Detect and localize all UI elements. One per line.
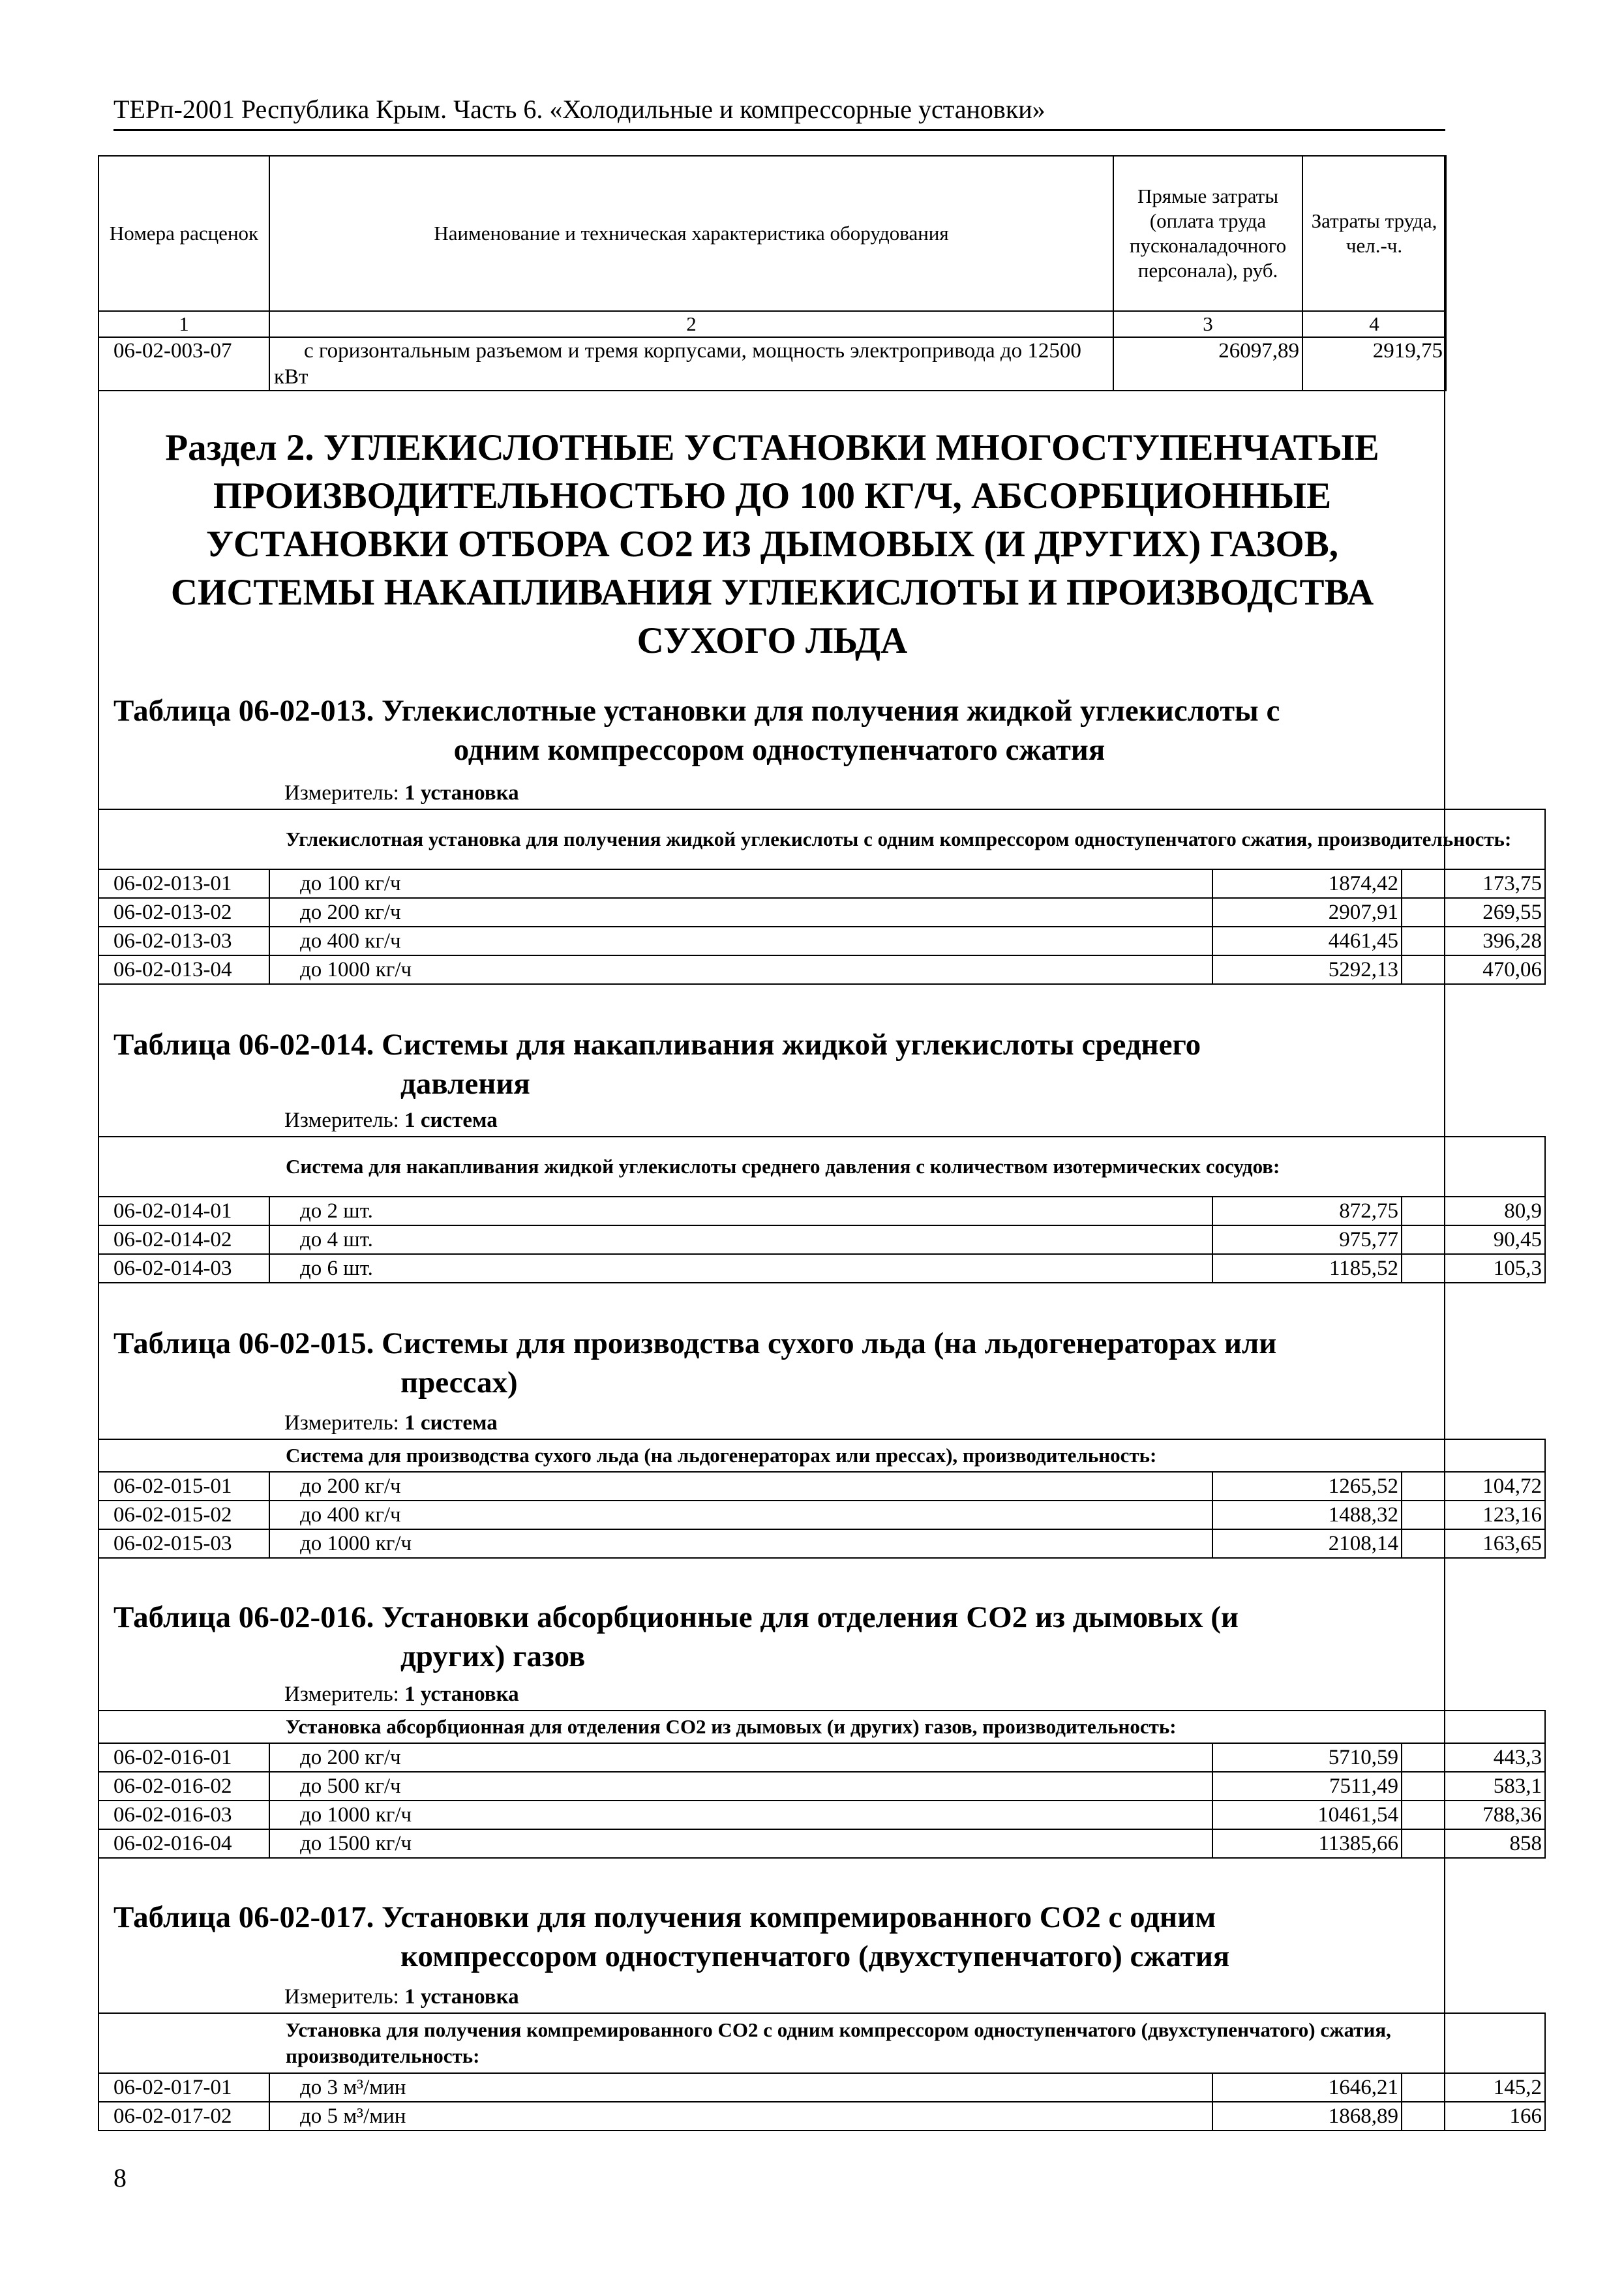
table-caption-row bbox=[98, 1137, 1545, 1197]
table-title-line2: других) газов bbox=[400, 1639, 586, 1673]
rate-labor: 104,72 bbox=[1402, 1472, 1545, 1501]
rate-labor: 470,06 bbox=[1402, 955, 1545, 984]
table-row bbox=[98, 1743, 1545, 1772]
measure-value: 1 установка bbox=[404, 781, 519, 805]
table-title-line2: прессах) bbox=[400, 1366, 518, 1399]
column-headings-row bbox=[98, 156, 1446, 311]
rate-code: 06-02-016-01 bbox=[98, 1743, 269, 1772]
table-row bbox=[98, 1772, 1545, 1801]
rate-code: 06-02-013-01 bbox=[98, 869, 269, 898]
rate-name: до 1000 кг/ч bbox=[300, 958, 412, 981]
rate-code: 06-02-014-03 bbox=[98, 1254, 269, 1283]
rates-table-017 bbox=[98, 2012, 1546, 2131]
rate-name: до 400 кг/ч bbox=[300, 1503, 401, 1527]
rate-cost: 1646,21 bbox=[1212, 2073, 1402, 2102]
measure-label: Измеритель: bbox=[284, 1985, 399, 2009]
rate-labor: 858 bbox=[1402, 1829, 1545, 1858]
table-title-line1: Таблица 06-02-014. Системы для накапливания жидкой углекислоты среднего bbox=[113, 1028, 1201, 1062]
table-row bbox=[98, 1829, 1545, 1858]
rate-code: 06-02-015-03 bbox=[98, 1529, 269, 1558]
rate-code: 06-02-016-04 bbox=[98, 1829, 269, 1858]
table-caption: Система для накапливания жидкой углекислоты среднего давления с количеством изотермических сосудов: bbox=[98, 1137, 1545, 1197]
column-heading-direct-costs: Прямые затраты (оплата труда пусконаладочного персонала), руб. bbox=[1113, 156, 1302, 311]
measure-unit bbox=[284, 1680, 519, 1709]
rates-table-014 bbox=[98, 1136, 1546, 1283]
table-row bbox=[98, 1529, 1545, 1558]
table-title bbox=[113, 691, 1445, 770]
rate-labor: 443,3 bbox=[1402, 1743, 1545, 1772]
rate-code: 06-02-014-01 bbox=[98, 1197, 269, 1225]
rate-labor: 145,2 bbox=[1402, 2073, 1545, 2102]
table-row bbox=[98, 337, 1446, 391]
column-numbers-row bbox=[98, 311, 1446, 337]
table-row bbox=[98, 898, 1545, 927]
rate-cost: 10461,54 bbox=[1212, 1801, 1402, 1829]
table-title bbox=[113, 1898, 1445, 1976]
rate-name-text: с горизонтальным разъемом и тремя корпусами, мощность электропривода до 12500 кВт bbox=[274, 339, 1081, 389]
rate-name: до 200 кг/ч bbox=[300, 1474, 401, 1498]
rate-code: 06-02-016-03 bbox=[98, 1801, 269, 1829]
table-row bbox=[98, 2102, 1545, 2131]
column-number: 3 bbox=[1113, 311, 1302, 337]
rate-labor: 166 bbox=[1402, 2102, 1545, 2131]
rate-labor: 105,3 bbox=[1402, 1254, 1545, 1283]
rates-table-016 bbox=[98, 1710, 1546, 1859]
rate-cost: 1185,52 bbox=[1212, 1254, 1402, 1283]
rate-code: 06-02-015-01 bbox=[98, 1472, 269, 1501]
column-heading-labor: Затраты труда, чел.-ч. bbox=[1302, 156, 1446, 311]
table-title bbox=[113, 1025, 1445, 1103]
rates-table-015 bbox=[98, 1439, 1546, 1559]
column-number: 1 bbox=[98, 311, 269, 337]
table-title bbox=[113, 1324, 1445, 1402]
rate-labor: 788,36 bbox=[1402, 1801, 1545, 1829]
rate-name: до 500 кг/ч bbox=[300, 1774, 401, 1798]
table-row bbox=[98, 1197, 1545, 1225]
rate-name: до 1500 кг/ч bbox=[300, 1832, 412, 1855]
rate-labor: 2919,75 bbox=[1302, 337, 1446, 391]
table-title-line2: компрессором одноступенчатого (двухступенчатого) сжатия bbox=[400, 1939, 1230, 1973]
rate-labor: 90,45 bbox=[1402, 1225, 1545, 1254]
rate-cost: 872,75 bbox=[1212, 1197, 1402, 1225]
table-row bbox=[98, 869, 1545, 898]
rate-labor: 396,28 bbox=[1402, 927, 1545, 955]
measure-value: 1 установка bbox=[404, 1985, 519, 2009]
rate-name: до 400 кг/ч bbox=[300, 929, 401, 953]
measure-label: Измеритель: bbox=[284, 1683, 399, 1706]
rate-labor: 173,75 bbox=[1402, 869, 1545, 898]
rate-name: до 2 шт. bbox=[300, 1199, 373, 1223]
rate-name: до 1000 кг/ч bbox=[300, 1532, 412, 1555]
measure-value: 1 система bbox=[404, 1411, 498, 1435]
rate-code: 06-02-015-02 bbox=[98, 1501, 269, 1529]
measure-label: Измеритель: bbox=[284, 1109, 399, 1132]
rate-labor: 123,16 bbox=[1402, 1501, 1545, 1529]
measure-unit bbox=[284, 1982, 519, 2011]
table-row bbox=[98, 1254, 1545, 1283]
column-number: 2 bbox=[269, 311, 1113, 337]
rate-name: до 5 м³/мин bbox=[300, 2104, 406, 2128]
table-caption-row bbox=[98, 2013, 1545, 2073]
table-caption: Углекислотная установка для получения жидкой углекислоты с одним компрессором одноступенчатого сжатия, производительность: bbox=[98, 809, 1545, 869]
measure-label: Измеритель: bbox=[284, 781, 399, 805]
measure-value: 1 система bbox=[404, 1109, 498, 1132]
rate-labor: 269,55 bbox=[1402, 898, 1545, 927]
table-title bbox=[113, 1598, 1445, 1676]
measure-value: 1 установка bbox=[404, 1683, 519, 1706]
rate-cost: 5710,59 bbox=[1212, 1743, 1402, 1772]
rate-name: до 4 шт. bbox=[300, 1228, 373, 1251]
table-title-line2: давления bbox=[400, 1067, 530, 1101]
rate-name: до 6 шт. bbox=[300, 1257, 373, 1280]
rate-cost: 4461,45 bbox=[1212, 927, 1402, 955]
rate-cost: 1874,42 bbox=[1212, 869, 1402, 898]
table-title-line1: Таблица 06-02-013. Углекислотные установки для получения жидкой углекислоты с bbox=[113, 694, 1280, 728]
table-row bbox=[98, 2073, 1545, 2102]
column-heading-name: Наименование и техническая характеристика оборудования bbox=[269, 156, 1113, 311]
rate-name: до 200 кг/ч bbox=[300, 901, 401, 924]
rate-code: 06-02-013-03 bbox=[98, 927, 269, 955]
table-row bbox=[98, 1472, 1545, 1501]
page-number: 8 bbox=[113, 2163, 127, 2192]
table-title-line1: Таблица 06-02-015. Системы для производства сухого льда (на льдогенераторах или bbox=[113, 1326, 1277, 1360]
measure-unit bbox=[284, 779, 519, 807]
rate-name bbox=[269, 337, 1113, 391]
rate-code: 06-02-016-02 bbox=[98, 1772, 269, 1801]
rate-code: 06-02-013-04 bbox=[98, 955, 269, 984]
rate-cost: 1488,32 bbox=[1212, 1501, 1402, 1529]
rate-cost: 975,77 bbox=[1212, 1225, 1402, 1254]
rate-labor: 583,1 bbox=[1402, 1772, 1545, 1801]
rate-code: 06-02-017-02 bbox=[98, 2102, 269, 2131]
measure-unit bbox=[284, 1106, 498, 1135]
rate-labor: 80,9 bbox=[1402, 1197, 1545, 1225]
rates-header-table bbox=[98, 155, 1447, 391]
rate-name: до 100 кг/ч bbox=[300, 872, 401, 895]
table-row bbox=[98, 1501, 1545, 1529]
table-row bbox=[98, 1225, 1545, 1254]
section-title: Раздел 2. УГЛЕКИСЛОТНЫЕ УСТАНОВКИ МНОГОСТУПЕНЧАТЫЕ ПРОИЗВОДИТЕЛЬНОСТЬЮ ДО 100 КГ/Ч, АБСОРБЦИОННЫЕ УСТАНОВКИ ОТБОРА СО2 ИЗ ДЫМОВЫХ (И ДРУГИХ) ГАЗОВ, СИСТЕМЫ НАКАПЛИВАНИЯ УГЛЕКИСЛОТЫ И ПРОИЗВОДСТВА СУХОГО ЛЬДА bbox=[165, 427, 1379, 661]
rate-labor: 163,65 bbox=[1402, 1529, 1545, 1558]
table-title-line1: Таблица 06-02-016. Установки абсорбционные для отделения СО2 из дымовых (и bbox=[113, 1600, 1239, 1634]
table-title-line2: одним компрессором одноступенчатого сжатия bbox=[453, 733, 1105, 767]
measure-label: Измеритель: bbox=[284, 1411, 399, 1435]
rate-code: 06-02-013-02 bbox=[98, 898, 269, 927]
rate-cost: 7511,49 bbox=[1212, 1772, 1402, 1801]
rate-code: 06-02-003-07 bbox=[98, 337, 269, 391]
measure-unit bbox=[284, 1409, 498, 1437]
table-row bbox=[98, 955, 1545, 984]
column-heading-codes: Номера расценок bbox=[98, 156, 269, 311]
column-number: 4 bbox=[1302, 311, 1446, 337]
table-caption: Система для производства сухого льда (на льдогенераторах или прессах), производительность: bbox=[98, 1439, 1545, 1472]
table-caption: Установка абсорбционная для отделения СО2 из дымовых (и других) газов, производительность: bbox=[98, 1711, 1545, 1743]
rate-cost: 11385,66 bbox=[1212, 1829, 1402, 1858]
rate-name: до 1000 кг/ч bbox=[300, 1803, 412, 1827]
rate-cost: 5292,13 bbox=[1212, 955, 1402, 984]
rate-cost: 26097,89 bbox=[1113, 337, 1302, 391]
table-title-line1: Таблица 06-02-017. Установки для получения компремированного СО2 с одним bbox=[113, 1900, 1216, 1934]
table-caption-row bbox=[98, 1439, 1545, 1472]
table-caption-row bbox=[98, 1711, 1545, 1743]
rate-cost: 2907,91 bbox=[1212, 898, 1402, 927]
table-caption-row bbox=[98, 809, 1545, 869]
rate-name: до 200 кг/ч bbox=[300, 1746, 401, 1769]
page-running-header: ТЕРп-2001 Республика Крым. Часть 6. «Холодильные и компрессорные установки» bbox=[113, 91, 1445, 131]
table-row bbox=[98, 1801, 1545, 1829]
rate-code: 06-02-014-02 bbox=[98, 1225, 269, 1254]
rates-table-013 bbox=[98, 809, 1546, 985]
rate-cost: 1265,52 bbox=[1212, 1472, 1402, 1501]
table-caption: Установка для получения компремированного СО2 с одним компрессором одноступенчатого (двухступенчатого) сжатия, производительность: bbox=[98, 2013, 1545, 2073]
table-row bbox=[98, 927, 1545, 955]
rate-name: до 3 м³/мин bbox=[300, 2076, 406, 2099]
rate-code: 06-02-017-01 bbox=[98, 2073, 269, 2102]
rate-cost: 2108,14 bbox=[1212, 1529, 1402, 1558]
rate-cost: 1868,89 bbox=[1212, 2102, 1402, 2131]
